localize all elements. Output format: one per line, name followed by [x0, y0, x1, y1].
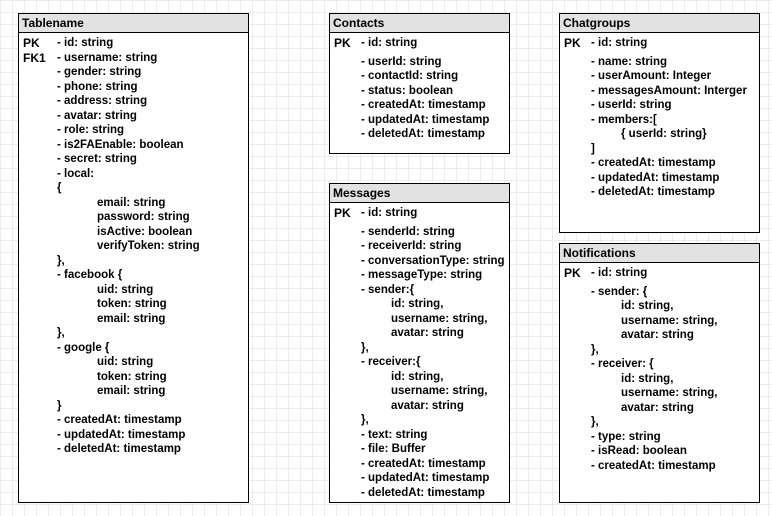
attribute-row[interactable]: - address: string: [57, 95, 148, 107]
attribute-row[interactable]: - id: string: [591, 37, 648, 49]
table-messages[interactable]: [329, 183, 510, 503]
attribute-row[interactable]: - updatedAt: timestamp: [361, 472, 490, 484]
key-label-pk: PK: [564, 266, 581, 280]
attribute-row[interactable]: - status: boolean: [361, 84, 454, 97]
attribute-row[interactable]: - senderId: string: [361, 225, 455, 238]
attribute-row[interactable]: id: string,: [391, 298, 444, 310]
attribute-row[interactable]: token: string: [97, 370, 167, 383]
attribute-row[interactable]: - userId: string: [591, 99, 672, 111]
table-body: [560, 33, 759, 232]
attribute-row[interactable]: - is2FAEnable: boolean: [57, 138, 184, 151]
attribute-row[interactable]: - updatedAt: timestamp: [57, 428, 186, 441]
attribute-row[interactable]: - phone: string: [57, 80, 138, 93]
attribute-row[interactable]: - createdAt: timestamp: [591, 157, 716, 169]
attribute-row[interactable]: email: string: [97, 312, 166, 325]
attribute-row[interactable]: id: string,: [391, 370, 444, 383]
attribute-row[interactable]: - file: Buffer: [361, 443, 426, 455]
attribute-row[interactable]: ]: [591, 142, 595, 155]
table-chatgroups[interactable]: [559, 13, 760, 233]
attribute-row[interactable]: - members:[: [591, 113, 657, 126]
attribute-row[interactable]: avatar: string: [621, 329, 694, 341]
table-header: Chatgroups: [560, 14, 759, 33]
attribute-row[interactable]: isActive: boolean: [97, 225, 193, 238]
table-tablename[interactable]: [18, 13, 249, 503]
attribute-row[interactable]: },: [591, 343, 599, 356]
table-notifications[interactable]: [559, 243, 760, 503]
key-label-pk: PK: [564, 36, 581, 50]
attribute-row[interactable]: - deletedAt: timestamp: [361, 486, 485, 499]
attribute-row[interactable]: - updatedAt: timestamp: [361, 113, 490, 126]
attribute-row[interactable]: - username: string: [57, 51, 158, 64]
attribute-row[interactable]: - name: string: [591, 55, 668, 68]
attribute-row[interactable]: {: [57, 182, 62, 194]
attribute-row[interactable]: }: [57, 399, 62, 412]
table-header: Tablename: [19, 14, 248, 33]
table-header: Messages: [330, 184, 509, 203]
attribute-row[interactable]: username: string,: [391, 312, 488, 325]
attribute-row[interactable]: - messagesAmount: Interger: [591, 84, 747, 97]
table-body: [330, 203, 509, 502]
key-label-fk1: FK1: [23, 50, 46, 65]
attribute-row[interactable]: verifyToken: string: [97, 240, 200, 252]
attribute-row[interactable]: - messageType: string: [361, 269, 483, 281]
attribute-row[interactable]: },: [57, 327, 65, 339]
attribute-row[interactable]: - text: string: [361, 428, 428, 441]
attribute-row[interactable]: username: string,: [621, 314, 718, 327]
attribute-row[interactable]: - google {: [57, 341, 110, 354]
attribute-row[interactable]: - receiver: {: [591, 358, 654, 370]
table-header: Notifications: [560, 244, 759, 263]
attribute-row[interactable]: - avatar: string: [57, 109, 137, 122]
attribute-row[interactable]: - userId: string: [361, 55, 442, 68]
attribute-row[interactable]: - isRead: boolean: [591, 445, 687, 457]
attribute-row[interactable]: },: [57, 254, 65, 267]
attribute-row[interactable]: id: string,: [621, 372, 674, 385]
attribute-row[interactable]: - sender:{: [361, 283, 415, 296]
attribute-row[interactable]: - updatedAt: timestamp: [591, 171, 720, 184]
attribute-row[interactable]: },: [361, 341, 369, 354]
attribute-row[interactable]: - receiver:{: [361, 356, 421, 368]
attribute-row[interactable]: username: string,: [621, 387, 718, 399]
attribute-row[interactable]: - facebook {: [57, 269, 123, 281]
attribute-row[interactable]: password: string: [97, 211, 190, 223]
key-label-pk: PK: [23, 36, 40, 50]
attribute-row[interactable]: avatar: string: [621, 401, 694, 414]
attribute-row[interactable]: id: string,: [621, 300, 674, 312]
attribute-row[interactable]: - receiverId: string: [361, 240, 462, 252]
table-contacts[interactable]: [329, 13, 510, 154]
attribute-row[interactable]: - gender: string: [57, 66, 142, 78]
attribute-row[interactable]: { userId: string}: [621, 128, 707, 140]
attribute-row[interactable]: - secret: string: [57, 153, 137, 165]
table-body: [560, 263, 759, 502]
table-body: [330, 33, 509, 153]
attribute-row[interactable]: - id: string: [591, 267, 648, 279]
attribute-row[interactable]: avatar: string: [391, 399, 464, 412]
key-label-pk: PK: [334, 36, 351, 50]
attribute-row[interactable]: },: [361, 414, 369, 426]
attribute-row[interactable]: },: [591, 416, 599, 428]
attribute-row[interactable]: avatar: string: [391, 327, 464, 339]
table-header: Contacts: [330, 14, 509, 33]
attribute-row[interactable]: - deletedAt: timestamp: [591, 186, 715, 198]
attribute-row[interactable]: - sender: {: [591, 285, 648, 298]
attribute-row[interactable]: - id: string: [57, 37, 114, 49]
attribute-row[interactable]: - deletedAt: timestamp: [361, 128, 485, 140]
attribute-row[interactable]: - id: string: [361, 37, 418, 49]
attribute-row[interactable]: token: string: [97, 298, 167, 310]
attribute-row[interactable]: email: string: [97, 385, 166, 397]
attribute-row[interactable]: - createdAt: timestamp: [361, 99, 486, 111]
attribute-row[interactable]: - conversationType: string: [361, 254, 505, 267]
attribute-row[interactable]: - createdAt: timestamp: [591, 459, 716, 472]
attribute-row[interactable]: uid: string: [97, 356, 154, 368]
key-label-pk: PK: [334, 206, 351, 220]
attribute-row[interactable]: - id: string: [361, 207, 418, 219]
attribute-row[interactable]: - createdAt: timestamp: [361, 457, 486, 470]
attribute-row[interactable]: - type: string: [591, 430, 661, 443]
attribute-row[interactable]: - deletedAt: timestamp: [57, 443, 181, 455]
attribute-row[interactable]: username: string,: [391, 385, 488, 397]
attribute-row[interactable]: - contactId: string: [361, 70, 459, 82]
attribute-row[interactable]: - local:: [57, 167, 95, 180]
attribute-row[interactable]: - userAmount: Integer: [591, 70, 712, 82]
attribute-row[interactable]: uid: string: [97, 283, 154, 296]
attribute-row[interactable]: - createdAt: timestamp: [57, 414, 182, 426]
attribute-row[interactable]: email: string: [97, 196, 166, 209]
attribute-row[interactable]: - role: string: [57, 124, 125, 136]
table-body: [19, 33, 248, 502]
